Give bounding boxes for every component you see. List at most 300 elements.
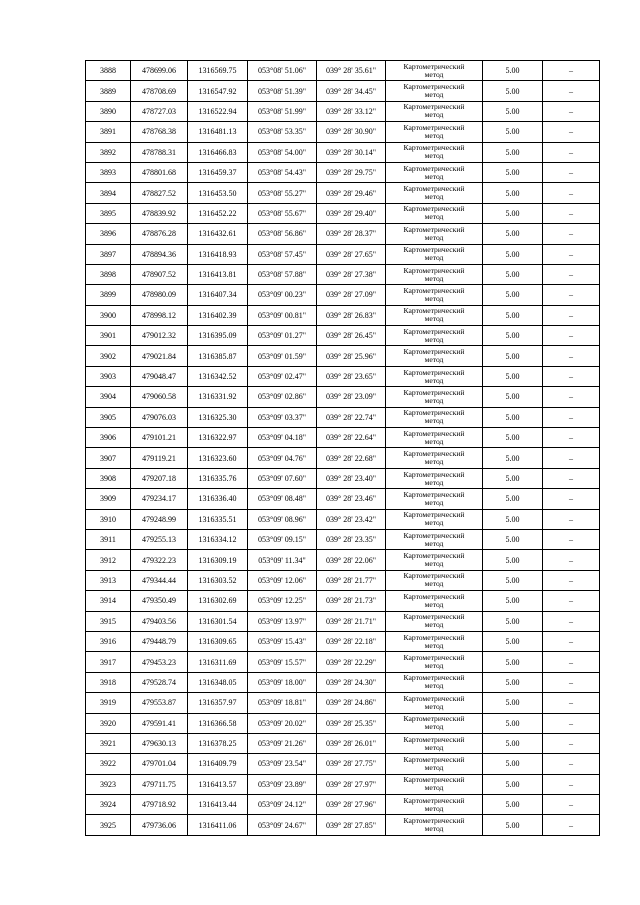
method-word-line: метод xyxy=(424,681,444,691)
longitude-cell: 039° 28' 22.64" xyxy=(317,428,386,448)
method-name-line: Картометрический xyxy=(403,693,465,703)
latitude-cell: 053°09' 02.86" xyxy=(248,387,317,407)
method-cell xyxy=(386,183,483,203)
longitude-cell: 039° 28' 27.75" xyxy=(317,754,386,774)
note-cell: – xyxy=(543,652,600,672)
latitude-cell: 053°08' 57.88" xyxy=(248,264,317,284)
longitude-cell: 039° 28' 21.77" xyxy=(317,570,386,590)
y-coordinate-cell: 1316303.52 xyxy=(188,570,248,590)
x-coordinate-cell: 479234.17 xyxy=(131,489,188,509)
latitude-cell: 053°09' 21.26" xyxy=(248,733,317,753)
y-coordinate-cell: 1316413.57 xyxy=(188,774,248,794)
x-coordinate-cell: 479403.56 xyxy=(131,611,188,631)
x-coordinate-cell: 478980.09 xyxy=(131,285,188,305)
method-cell xyxy=(386,631,483,651)
y-coordinate-cell: 1316413.81 xyxy=(188,264,248,284)
accuracy-cell: 5.00 xyxy=(483,570,543,590)
method-name-line: Картометрический xyxy=(403,591,465,601)
latitude-cell: 053°09' 00.81" xyxy=(248,305,317,325)
accuracy-cell: 5.00 xyxy=(483,529,543,549)
latitude-cell: 053°08' 57.45" xyxy=(248,244,317,264)
method-name-line: Картометрический xyxy=(403,245,465,255)
latitude-cell: 053°09' 18.81" xyxy=(248,693,317,713)
longitude-cell: 039° 28' 26.45" xyxy=(317,326,386,346)
x-coordinate-cell: 479453.23 xyxy=(131,652,188,672)
accuracy-cell: 5.00 xyxy=(483,142,543,162)
note-cell: – xyxy=(543,203,600,223)
table-row xyxy=(86,611,600,631)
method-name-line: Картометрический xyxy=(403,530,465,540)
longitude-cell: 039° 28' 23.09" xyxy=(317,387,386,407)
y-coordinate-cell: 1316334.12 xyxy=(188,529,248,549)
y-coordinate-cell: 1316378.25 xyxy=(188,733,248,753)
y-coordinate-cell: 1316409.79 xyxy=(188,754,248,774)
point-number-cell: 3893 xyxy=(86,162,131,182)
latitude-cell: 053°08' 54.43" xyxy=(248,162,317,182)
point-number-cell: 3909 xyxy=(86,489,131,509)
note-cell: – xyxy=(543,101,600,121)
y-coordinate-cell: 1316522.94 xyxy=(188,101,248,121)
x-coordinate-cell: 479553.87 xyxy=(131,693,188,713)
note-cell: – xyxy=(543,489,600,509)
x-coordinate-cell: 478827.52 xyxy=(131,183,188,203)
method-name-line: Картометрический xyxy=(403,612,465,622)
longitude-cell: 039° 28' 22.06" xyxy=(317,550,386,570)
table-row xyxy=(86,529,600,549)
method-cell xyxy=(386,713,483,733)
longitude-cell: 039° 28' 25.35" xyxy=(317,713,386,733)
x-coordinate-cell: 478768.38 xyxy=(131,122,188,142)
method-cell xyxy=(386,326,483,346)
method-cell xyxy=(386,529,483,549)
point-number-cell: 3916 xyxy=(86,631,131,651)
point-number-cell: 3905 xyxy=(86,407,131,427)
latitude-cell: 053°09' 09.15" xyxy=(248,529,317,549)
accuracy-cell: 5.00 xyxy=(483,305,543,325)
accuracy-cell: 5.00 xyxy=(483,366,543,386)
method-cell xyxy=(386,285,483,305)
method-name-line: Картометрический xyxy=(403,469,465,479)
method-name-line: Картометрический xyxy=(403,122,465,132)
method-word-line: метод xyxy=(424,192,444,202)
x-coordinate-cell: 478876.28 xyxy=(131,224,188,244)
longitude-cell: 039° 28' 27.65" xyxy=(317,244,386,264)
method-cell xyxy=(386,346,483,366)
y-coordinate-cell: 1316311.69 xyxy=(188,652,248,672)
method-cell xyxy=(386,101,483,121)
note-cell: – xyxy=(543,672,600,692)
point-number-cell: 3912 xyxy=(86,550,131,570)
longitude-cell: 039° 28' 29.40" xyxy=(317,203,386,223)
method-name-line: Картометрический xyxy=(403,795,465,805)
latitude-cell: 053°09' 15.57" xyxy=(248,652,317,672)
method-cell xyxy=(386,693,483,713)
note-cell: – xyxy=(543,407,600,427)
note-cell: – xyxy=(543,468,600,488)
note-cell: – xyxy=(543,244,600,264)
method-name-line: Картометрический xyxy=(403,285,465,295)
accuracy-cell: 5.00 xyxy=(483,795,543,815)
x-coordinate-cell: 479119.21 xyxy=(131,448,188,468)
table-row xyxy=(86,693,600,713)
x-coordinate-cell: 479528.74 xyxy=(131,672,188,692)
note-cell: – xyxy=(543,733,600,753)
point-number-cell: 3919 xyxy=(86,693,131,713)
method-word-line: метод xyxy=(424,212,444,222)
y-coordinate-cell: 1316348.05 xyxy=(188,672,248,692)
latitude-cell: 053°09' 04.76" xyxy=(248,448,317,468)
x-coordinate-cell: 479207.18 xyxy=(131,468,188,488)
table-row xyxy=(86,631,600,651)
point-number-cell: 3908 xyxy=(86,468,131,488)
table-row xyxy=(86,754,600,774)
method-word-line: метод xyxy=(424,273,444,283)
note-cell: – xyxy=(543,346,600,366)
point-number-cell: 3914 xyxy=(86,591,131,611)
note-cell: – xyxy=(543,591,600,611)
y-coordinate-cell: 1316309.19 xyxy=(188,550,248,570)
method-name-line: Картометрический xyxy=(403,306,465,316)
table-row xyxy=(86,183,600,203)
longitude-cell: 039° 28' 27.96" xyxy=(317,795,386,815)
table-row xyxy=(86,326,600,346)
note-cell: – xyxy=(543,122,600,142)
point-number-cell: 3888 xyxy=(86,61,131,81)
point-number-cell: 3925 xyxy=(86,815,131,835)
x-coordinate-cell: 478727.03 xyxy=(131,101,188,121)
x-coordinate-cell: 478907.52 xyxy=(131,264,188,284)
y-coordinate-cell: 1316452.22 xyxy=(188,203,248,223)
method-name-line: Картометрический xyxy=(403,449,465,459)
point-number-cell: 3895 xyxy=(86,203,131,223)
latitude-cell: 053°08' 55.67" xyxy=(248,203,317,223)
point-number-cell: 3903 xyxy=(86,366,131,386)
note-cell: – xyxy=(543,611,600,631)
longitude-cell: 039° 28' 22.18" xyxy=(317,631,386,651)
longitude-cell: 039° 28' 24.30" xyxy=(317,672,386,692)
method-word-line: метод xyxy=(424,151,444,161)
note-cell: – xyxy=(543,285,600,305)
method-word-line: метод xyxy=(424,783,444,793)
method-word-line: метод xyxy=(424,293,444,303)
point-number-cell: 3922 xyxy=(86,754,131,774)
latitude-cell: 053°08' 53.35" xyxy=(248,122,317,142)
table-row xyxy=(86,162,600,182)
y-coordinate-cell: 1316366.58 xyxy=(188,713,248,733)
table-row xyxy=(86,101,600,121)
method-name-line: Картометрический xyxy=(403,754,465,764)
table-row xyxy=(86,550,600,570)
table-row xyxy=(86,591,600,611)
y-coordinate-cell: 1316335.76 xyxy=(188,468,248,488)
note-cell: – xyxy=(543,61,600,81)
x-coordinate-cell: 479101.21 xyxy=(131,428,188,448)
note-cell: – xyxy=(543,428,600,448)
table-row xyxy=(86,224,600,244)
table-row xyxy=(86,366,600,386)
method-cell xyxy=(386,509,483,529)
point-number-cell: 3889 xyxy=(86,81,131,101)
latitude-cell: 053°09' 08.48" xyxy=(248,489,317,509)
y-coordinate-cell: 1316432.61 xyxy=(188,224,248,244)
longitude-cell: 039° 28' 22.29" xyxy=(317,652,386,672)
longitude-cell: 039° 28' 29.75" xyxy=(317,162,386,182)
method-word-line: метод xyxy=(424,436,444,446)
point-number-cell: 3920 xyxy=(86,713,131,733)
latitude-cell: 053°09' 24.67" xyxy=(248,815,317,835)
latitude-cell: 053°09' 18.00" xyxy=(248,672,317,692)
x-coordinate-cell: 478788.31 xyxy=(131,142,188,162)
method-word-line: метод xyxy=(424,130,444,140)
method-word-line: метод xyxy=(424,110,444,120)
method-word-line: метод xyxy=(424,701,444,711)
method-word-line: метод xyxy=(424,579,444,589)
method-cell xyxy=(386,611,483,631)
accuracy-cell: 5.00 xyxy=(483,693,543,713)
longitude-cell: 039° 28' 26.83" xyxy=(317,305,386,325)
longitude-cell: 039° 28' 27.09" xyxy=(317,285,386,305)
point-number-cell: 3917 xyxy=(86,652,131,672)
method-cell xyxy=(386,652,483,672)
longitude-cell: 039° 28' 21.71" xyxy=(317,611,386,631)
longitude-cell: 039° 28' 23.42" xyxy=(317,509,386,529)
method-cell xyxy=(386,468,483,488)
note-cell: – xyxy=(543,509,600,529)
coordinates-table xyxy=(85,60,600,836)
point-number-cell: 3918 xyxy=(86,672,131,692)
method-word-line: метод xyxy=(424,395,444,405)
accuracy-cell: 5.00 xyxy=(483,346,543,366)
note-cell: – xyxy=(543,815,600,835)
method-name-line: Картометрический xyxy=(403,82,465,92)
accuracy-cell: 5.00 xyxy=(483,468,543,488)
method-name-line: Картометрический xyxy=(403,61,465,71)
method-word-line: метод xyxy=(424,722,444,732)
method-cell xyxy=(386,672,483,692)
method-name-line: Картометрический xyxy=(403,734,465,744)
x-coordinate-cell: 479736.06 xyxy=(131,815,188,835)
latitude-cell: 053°09' 11.34" xyxy=(248,550,317,570)
method-name-line: Картометрический xyxy=(403,775,465,785)
accuracy-cell: 5.00 xyxy=(483,285,543,305)
accuracy-cell: 5.00 xyxy=(483,264,543,284)
y-coordinate-cell: 1316335.51 xyxy=(188,509,248,529)
accuracy-cell: 5.00 xyxy=(483,509,543,529)
table-row xyxy=(86,652,600,672)
method-cell xyxy=(386,366,483,386)
method-cell xyxy=(386,61,483,81)
y-coordinate-cell: 1316459.37 xyxy=(188,162,248,182)
x-coordinate-cell: 479248.99 xyxy=(131,509,188,529)
table-row xyxy=(86,346,600,366)
method-name-line: Картометрический xyxy=(403,551,465,561)
longitude-cell: 039° 28' 30.14" xyxy=(317,142,386,162)
method-word-line: метод xyxy=(424,355,444,365)
table-row xyxy=(86,468,600,488)
note-cell: – xyxy=(543,550,600,570)
table-row xyxy=(86,795,600,815)
note-cell: – xyxy=(543,224,600,244)
method-name-line: Картометрический xyxy=(403,408,465,418)
y-coordinate-cell: 1316453.50 xyxy=(188,183,248,203)
method-cell xyxy=(386,81,483,101)
method-cell xyxy=(386,244,483,264)
note-cell: – xyxy=(543,326,600,346)
method-cell xyxy=(386,142,483,162)
point-number-cell: 3892 xyxy=(86,142,131,162)
note-cell: – xyxy=(543,142,600,162)
y-coordinate-cell: 1316385.87 xyxy=(188,346,248,366)
method-word-line: метод xyxy=(424,416,444,426)
table-row xyxy=(86,81,600,101)
x-coordinate-cell: 479350.49 xyxy=(131,591,188,611)
note-cell: – xyxy=(543,162,600,182)
latitude-cell: 053°09' 24.12" xyxy=(248,795,317,815)
longitude-cell: 039° 28' 27.38" xyxy=(317,264,386,284)
x-coordinate-cell: 479012.32 xyxy=(131,326,188,346)
longitude-cell: 039° 28' 23.40" xyxy=(317,468,386,488)
method-cell xyxy=(386,815,483,835)
note-cell: – xyxy=(543,570,600,590)
longitude-cell: 039° 28' 22.68" xyxy=(317,448,386,468)
y-coordinate-cell: 1316547.92 xyxy=(188,81,248,101)
longitude-cell: 039° 28' 23.65" xyxy=(317,366,386,386)
method-word-line: метод xyxy=(424,599,444,609)
accuracy-cell: 5.00 xyxy=(483,754,543,774)
x-coordinate-cell: 478998.12 xyxy=(131,305,188,325)
method-word-line: метод xyxy=(424,171,444,181)
method-name-line: Картометрический xyxy=(403,632,465,642)
latitude-cell: 053°08' 55.27" xyxy=(248,183,317,203)
method-word-line: метод xyxy=(424,661,444,671)
latitude-cell: 053°09' 15.43" xyxy=(248,631,317,651)
accuracy-cell: 5.00 xyxy=(483,122,543,142)
table-row xyxy=(86,489,600,509)
method-name-line: Картометрический xyxy=(403,326,465,336)
point-number-cell: 3913 xyxy=(86,570,131,590)
method-name-line: Картометрический xyxy=(403,489,465,499)
longitude-cell: 039° 28' 23.35" xyxy=(317,529,386,549)
accuracy-cell: 5.00 xyxy=(483,550,543,570)
longitude-cell: 039° 28' 24.86" xyxy=(317,693,386,713)
method-name-line: Картометрический xyxy=(403,510,465,520)
method-word-line: метод xyxy=(424,334,444,344)
method-cell xyxy=(386,122,483,142)
point-number-cell: 3907 xyxy=(86,448,131,468)
method-word-line: метод xyxy=(424,559,444,569)
note-cell: – xyxy=(543,183,600,203)
note-cell: – xyxy=(543,795,600,815)
longitude-cell: 039° 28' 28.37" xyxy=(317,224,386,244)
longitude-cell: 039° 28' 35.61" xyxy=(317,61,386,81)
method-cell xyxy=(386,203,483,223)
method-name-line: Картометрический xyxy=(403,347,465,357)
note-cell: – xyxy=(543,448,600,468)
method-name-line: Картометрический xyxy=(403,204,465,214)
method-word-line: метод xyxy=(424,803,444,813)
x-coordinate-cell: 479344.44 xyxy=(131,570,188,590)
y-coordinate-cell: 1316466.83 xyxy=(188,142,248,162)
latitude-cell: 053°09' 03.37" xyxy=(248,407,317,427)
method-cell xyxy=(386,570,483,590)
table-row xyxy=(86,122,600,142)
accuracy-cell: 5.00 xyxy=(483,407,543,427)
accuracy-cell: 5.00 xyxy=(483,101,543,121)
note-cell: – xyxy=(543,387,600,407)
longitude-cell: 039° 28' 27.97" xyxy=(317,774,386,794)
method-word-line: метод xyxy=(424,497,444,507)
method-name-line: Картометрический xyxy=(403,163,465,173)
latitude-cell: 053°09' 04.18" xyxy=(248,428,317,448)
point-number-cell: 3902 xyxy=(86,346,131,366)
x-coordinate-cell: 479060.58 xyxy=(131,387,188,407)
latitude-cell: 053°09' 12.25" xyxy=(248,591,317,611)
point-number-cell: 3924 xyxy=(86,795,131,815)
method-cell xyxy=(386,162,483,182)
y-coordinate-cell: 1316342.52 xyxy=(188,366,248,386)
y-coordinate-cell: 1316302.69 xyxy=(188,591,248,611)
longitude-cell: 039° 28' 23.46" xyxy=(317,489,386,509)
latitude-cell: 053°09' 01.59" xyxy=(248,346,317,366)
table-row xyxy=(86,61,600,81)
x-coordinate-cell: 478708.69 xyxy=(131,81,188,101)
point-number-cell: 3900 xyxy=(86,305,131,325)
point-number-cell: 3923 xyxy=(86,774,131,794)
point-number-cell: 3915 xyxy=(86,611,131,631)
point-number-cell: 3921 xyxy=(86,733,131,753)
x-coordinate-cell: 479048.47 xyxy=(131,366,188,386)
table-row xyxy=(86,285,600,305)
longitude-cell: 039° 28' 34.45" xyxy=(317,81,386,101)
note-cell: – xyxy=(543,693,600,713)
latitude-cell: 053°09' 23.89" xyxy=(248,774,317,794)
method-word-line: метод xyxy=(424,824,444,834)
note-cell: – xyxy=(543,713,600,733)
method-name-line: Картометрический xyxy=(403,102,465,112)
y-coordinate-cell: 1316336.40 xyxy=(188,489,248,509)
table-row xyxy=(86,387,600,407)
y-coordinate-cell: 1316418.93 xyxy=(188,244,248,264)
y-coordinate-cell: 1316481.13 xyxy=(188,122,248,142)
longitude-cell: 039° 28' 29.46" xyxy=(317,183,386,203)
latitude-cell: 053°09' 20.02" xyxy=(248,713,317,733)
note-cell: – xyxy=(543,774,600,794)
accuracy-cell: 5.00 xyxy=(483,326,543,346)
method-word-line: метод xyxy=(424,538,444,548)
method-word-line: метод xyxy=(424,742,444,752)
method-cell xyxy=(386,224,483,244)
accuracy-cell: 5.00 xyxy=(483,489,543,509)
table-row xyxy=(86,305,600,325)
method-name-line: Картометрический xyxy=(403,816,465,826)
method-cell xyxy=(386,550,483,570)
longitude-cell: 039° 28' 27.85" xyxy=(317,815,386,835)
point-number-cell: 3897 xyxy=(86,244,131,264)
table-row xyxy=(86,142,600,162)
point-number-cell: 3910 xyxy=(86,509,131,529)
x-coordinate-cell: 478801.68 xyxy=(131,162,188,182)
latitude-cell: 053°09' 23.54" xyxy=(248,754,317,774)
x-coordinate-cell: 479591.41 xyxy=(131,713,188,733)
point-number-cell: 3890 xyxy=(86,101,131,121)
latitude-cell: 053°09' 00.23" xyxy=(248,285,317,305)
accuracy-cell: 5.00 xyxy=(483,713,543,733)
x-coordinate-cell: 478839.92 xyxy=(131,203,188,223)
point-number-cell: 3901 xyxy=(86,326,131,346)
x-coordinate-cell: 479630.13 xyxy=(131,733,188,753)
y-coordinate-cell: 1316411.06 xyxy=(188,815,248,835)
table-row xyxy=(86,713,600,733)
